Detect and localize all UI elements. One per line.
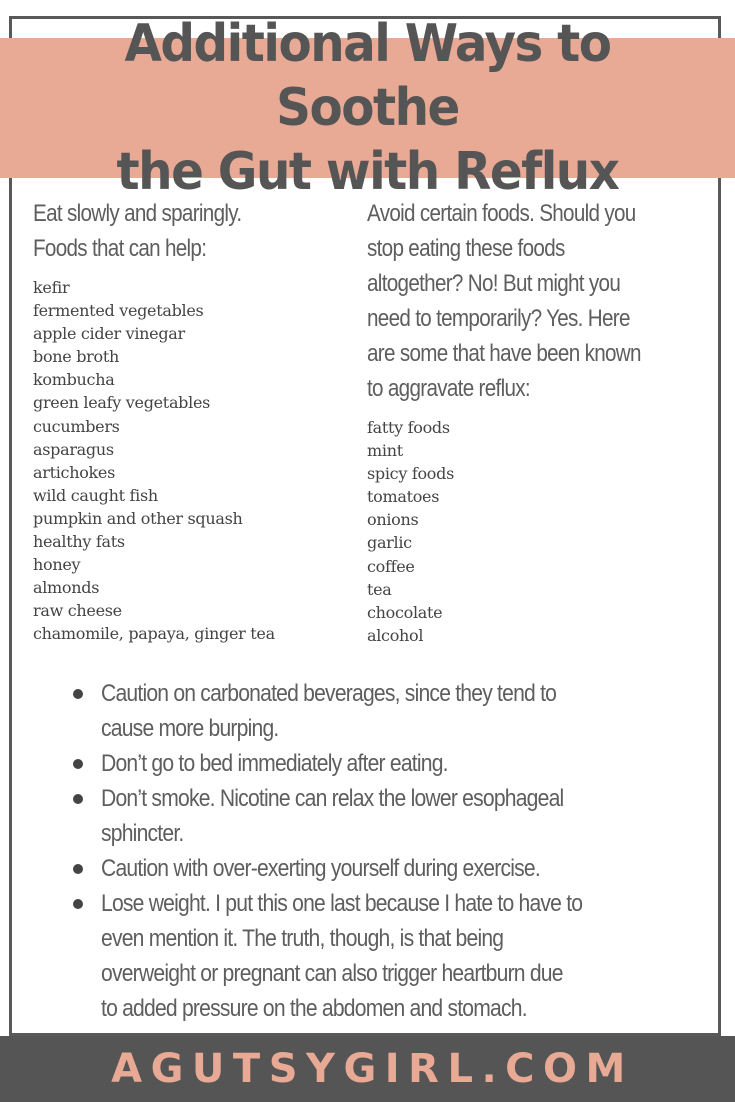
intro-line: Foods that can help: (33, 235, 207, 262)
tip-text (101, 676, 673, 746)
tip-item (70, 781, 690, 851)
tip-line: to added pressure on the abdomen and stomach. (101, 995, 527, 1022)
helpful-food-item: bone broth (33, 347, 119, 367)
page-title (26, 12, 710, 204)
helpful-food-item: raw cheese (33, 601, 122, 621)
avoid-food-item: onions (367, 510, 419, 530)
tip-line: sphincter. (101, 820, 184, 847)
intro-line: Avoid certain foods. Should you (367, 200, 636, 227)
tip-text (101, 886, 673, 1026)
tips-list (70, 676, 690, 1026)
tip-line: Caution on carbonated beverages, since they tend to (101, 680, 557, 707)
tip-line: Don’t go to bed immediately after eating. (101, 750, 448, 777)
tip-line: Lose weight. I put this one last because I hate to have to (101, 890, 583, 917)
avoid-food-item: chocolate (367, 602, 443, 622)
tip-line: cause more burping. (101, 715, 279, 742)
avoid-food-item: garlic (367, 533, 412, 553)
helpful-food-item: pumpkin and other squash (33, 508, 243, 528)
intro-line: are some that have been known (367, 340, 641, 367)
helpful-food-item: wild caught fish (33, 485, 158, 505)
avoid-food-item: tea (367, 579, 392, 599)
site-name[interactable]: AGUTSYGIRL.COM (111, 1046, 634, 1092)
helpful-food-item: apple cider vinegar (33, 324, 185, 344)
helpful-food-item: almonds (33, 578, 100, 598)
helpful-foods-intro (33, 196, 308, 266)
avoid-foods-intro (367, 196, 702, 406)
tip-item (70, 746, 690, 781)
helpful-food-item: kombucha (33, 370, 115, 390)
helpful-food-item: asparagus (33, 439, 114, 459)
helpful-food-item: artichokes (33, 462, 116, 482)
avoid-food-item: alcohol (367, 625, 424, 645)
intro-line: to aggravate reflux: (367, 375, 530, 402)
footer-banner (0, 1036, 735, 1102)
helpful-foods-list (33, 276, 333, 646)
tip-line: Caution with over-exerting yourself during exercise. (101, 855, 540, 882)
tip-line: even mention it. The truth, though, is that being (101, 925, 504, 952)
tip-line: overweight or pregnant can also trigger heartburn due (101, 960, 563, 987)
intro-line: Eat slowly and sparingly. (33, 200, 242, 227)
helpful-food-item: green leafy vegetables (33, 393, 211, 413)
avoid-food-item: mint (367, 441, 403, 461)
helpful-food-item: healthy fats (33, 532, 125, 552)
helpful-food-item: cucumbers (33, 416, 120, 436)
intro-line: need to temporarily? Yes. Here (367, 305, 630, 332)
avoid-food-item: fatty foods (367, 418, 450, 437)
tip-line: Don’t smoke. Nicotine can relax the lower esophageal (101, 785, 564, 812)
helpful-food-item: fermented vegetables (33, 301, 204, 321)
avoid-foods-list (367, 416, 707, 647)
tip-item (70, 851, 690, 886)
bullet-icon (73, 759, 83, 769)
title-line-1: Additional Ways to Soothe (124, 14, 611, 138)
avoid-foods-column (367, 196, 707, 647)
helpful-food-item: kefir (33, 278, 70, 297)
bullet-icon (73, 864, 83, 874)
title-line-2: the Gut with Reflux (116, 142, 619, 202)
tip-text (101, 851, 673, 886)
avoid-food-item: tomatoes (367, 487, 440, 507)
tip-text (101, 746, 673, 781)
tip-text (101, 781, 673, 851)
avoid-food-item: coffee (367, 556, 415, 576)
intro-line: altogether? No! But might you (367, 270, 621, 297)
tip-item (70, 886, 690, 1026)
tip-item (70, 676, 690, 746)
bullet-icon (73, 899, 83, 909)
avoid-food-item: spicy foods (367, 464, 454, 484)
title-banner (0, 14, 735, 202)
helpful-food-item: honey (33, 555, 81, 575)
intro-line: stop eating these foods (367, 235, 565, 262)
bullet-icon (73, 689, 83, 699)
helpful-foods-column (33, 196, 333, 646)
bullet-icon (73, 794, 83, 804)
helpful-food-item: chamomile, papaya, ginger tea (33, 624, 275, 644)
